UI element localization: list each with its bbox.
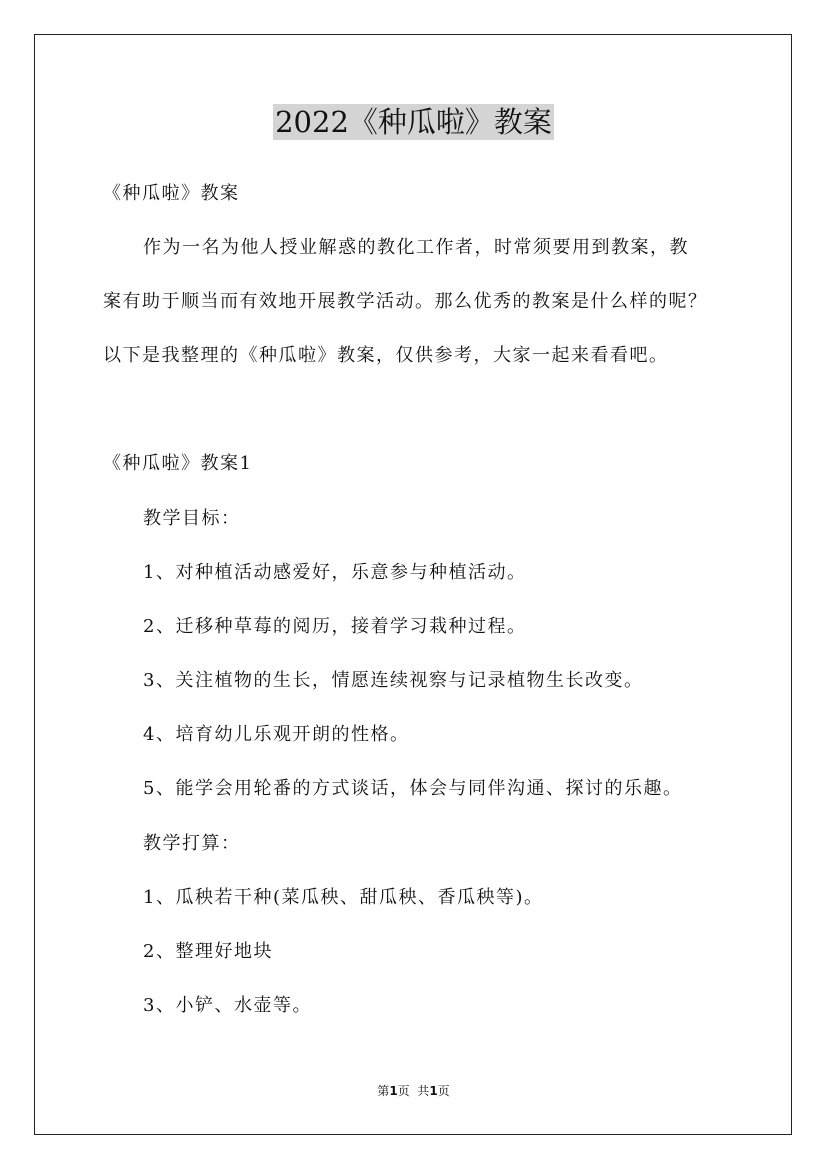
intro-line-1: 作为一名为他人授业解惑的教化工作者，时常须要用到教案，教	[143, 237, 689, 258]
footer-total-pages: 1	[429, 1084, 438, 1098]
page-footer	[0, 1083, 827, 1099]
footer-page-number: 1	[389, 1084, 398, 1098]
document-title: 2022《种瓜啦》教案	[275, 105, 552, 139]
goal-item: 2、迁移种草莓的阅历，接着学习栽种过程。	[143, 616, 527, 637]
goal-item: 5、能学会用轮番的方式谈话，体会与同伴沟通、探讨的乐趣。	[143, 778, 683, 799]
intro-line-3: 以下是我整理的《种瓜啦》教案，仅供参考，大家一起来看看吧。	[103, 345, 669, 366]
intro-line-2: 案有助于顺当而有效地开展教学活动。那么优秀的教案是什么样的呢？	[103, 291, 708, 312]
prep-item: 3、小铲、水壶等。	[143, 995, 312, 1016]
prep-item: 2、整理好地块	[143, 941, 273, 962]
goal-item: 1、对种植活动感爱好，乐意参与种植活动。	[143, 562, 527, 583]
document-subtitle: 《种瓜啦》教案	[103, 183, 240, 204]
footer-suffix: 页	[437, 1084, 450, 1098]
footer-mid: 页 共	[397, 1084, 430, 1098]
footer-prefix: 第	[377, 1084, 390, 1098]
prep-item: 1、瓜秧若干种(菜瓜秧、甜瓜秧、香瓜秧等)。	[143, 887, 544, 908]
prep-heading: 教学打算：	[143, 833, 241, 854]
goal-item: 3、关注植物的生长，情愿连续视察与记录植物生长改变。	[143, 670, 644, 691]
section-heading: 《种瓜啦》教案1	[103, 453, 253, 474]
title-wrap	[0, 104, 827, 140]
goals-heading: 教学目标：	[143, 508, 241, 529]
goal-item: 4、培育幼儿乐观开朗的性格。	[143, 724, 410, 745]
